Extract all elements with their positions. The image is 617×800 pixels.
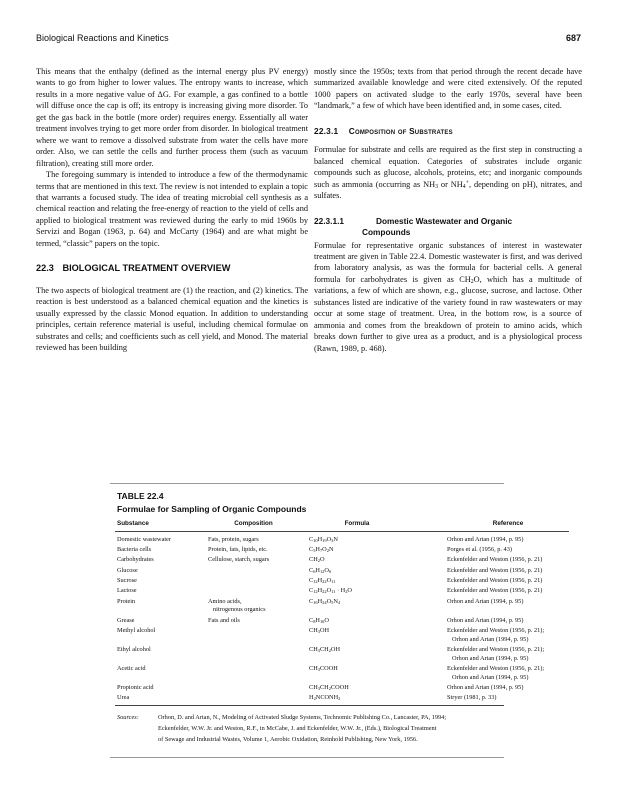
cell-substance: Ethyl alcohol (117, 646, 151, 654)
cell-composition: Fats, protein, sugars (208, 535, 259, 543)
table-row (115, 664, 569, 683)
cell-composition: Amino acids, nitrogenous organics (208, 597, 266, 614)
header-composition: Composition (208, 518, 309, 531)
cell-reference: Orhon and Artan (1994, p. 95) (447, 684, 524, 692)
cell-reference: Eckenfelder and Weston (1956, p. 21); Orhon and Artan (1994, p. 95) (447, 646, 545, 662)
table-row (115, 645, 569, 664)
right-paragraph-2-part-a: Formulae for substrate and cells are required as the first step in constructing a balanced chemical equation. Categories of substrates include organic compounds such as glucose, alcohols, proteins, etc; and inorganic compounds such as ammonia (occurring as NH (314, 145, 582, 189)
cell-substance: Protein (117, 597, 136, 605)
formulae-table (115, 518, 569, 704)
cell-formula: $CH_3CH_2OH$ (309, 646, 341, 654)
right-column (314, 66, 582, 354)
table-header-row (115, 518, 569, 531)
left-paragraph-1: This means that the enthalpy (defined as the internal energy plus PV energy) wants to go from higher to lower values. The entropy wants to increase, which results in a more negative value of ΔG. For example, a gas confined to a bottle will diffuse once the cap is off; its entropy is increasing giving more disorder. To get the gas back in the bottle (more order) requires energy. Essentially all water treatment involves trying to get more order from disorder. In biological treatment where we want to remove a dissolved substrate from water the cells have more order. Also, we can settle the cells and further process them (such as vacuum filtration), creating still more order. (36, 67, 308, 168)
sources-line-2: Eckenfelder, W.W. Jr. and Weston, R.F., in McCabe, J. and Eckenfelder, W.W. Jr., (Eds.), Biological Treatment (158, 724, 437, 732)
table-row (115, 597, 569, 616)
cell-reference: Eckenfelder and Weston (1956, p. 21); Orhon and Artan (1994, p. 95) (447, 665, 545, 681)
table-row (115, 616, 569, 626)
sources-label: Sources: (117, 714, 139, 721)
section-number: 22.3 (36, 263, 54, 274)
table-row (115, 566, 569, 576)
subsection-heading (314, 126, 582, 137)
running-head (36, 33, 581, 47)
cell-composition: Fats and oils (208, 616, 240, 624)
right-paragraph-3: Formulae for representative organic substances of interest in wastewater treatment are given in Table 22.4. Domestic wastewater is first, and was derived from laboratory analysis, as was the formula for bacterial cells. A general formula for carbohydrates is given as $CH_2O$, which has a multitude of variations, a few of which are shown, e.g., glucose, sucrose, and lactose. Other substances listed are indicative of the variety found in raw wastewaters or may occur at some stage of treatment. Urea, in the bottom row, is a source of ammonia and comes from the breakdown of protein to amino acids, which breaks down further to give urea as a product, and is a physiological process (Rawn, 1989, p. 468). (314, 240, 583, 353)
cell-formula: $C_{12}H_{22}O_{11}$ (309, 577, 336, 585)
cell-composition (208, 566, 309, 576)
cell-composition (208, 626, 309, 645)
subsection-number: 22.3.1 (314, 125, 339, 136)
section-heading (36, 263, 308, 274)
cell-reference: Orhon and Artan (1994, p. 95) (447, 616, 524, 624)
cell-formula: $C_8H_{16}O$ (309, 616, 329, 624)
table-row (115, 555, 569, 565)
table-label: TABLE 22.4 (117, 491, 164, 501)
cell-composition (208, 576, 309, 586)
cell-composition (208, 645, 309, 664)
cell-substance: Bacteria cells (117, 545, 152, 553)
header-formula: Formula (309, 518, 447, 531)
subsubsection-title-line2: Compounds (362, 226, 411, 237)
page-number: 687 (565, 33, 581, 43)
table-row (115, 694, 569, 704)
cell-reference: Eckenfelder and Weston (1956, p. 21); Orhon and Artan (1994, p. 95) (447, 627, 545, 643)
cell-formula: $CH_3CH_2COOH$ (309, 684, 349, 692)
subsubsection-number: 22.3.1.1 (314, 215, 344, 226)
cell-substance: Urea (117, 694, 130, 702)
table-row (115, 545, 569, 555)
cell-composition (208, 683, 309, 693)
right-paragraph-2-part-c: , depending on pH), nitrates, and sulfates. (314, 179, 582, 201)
cell-reference: Eckenfelder and Weston (1956, p. 21) (447, 577, 543, 585)
header-reference: Reference (447, 518, 569, 531)
subsubsection-heading (314, 216, 582, 238)
sources-line-3: of Sewage and Industrial Wastes, Volume 1, Aerobic Oxidation, Reinhold Publishing, New York, 1956. (158, 735, 418, 743)
cell-formula: $C_5H_7O_2N$ (309, 545, 334, 553)
subsubsection-title-line1: Domestic Wastewater and Organic (376, 215, 513, 226)
cell-formula: $H_2NCONH_2$ (309, 694, 341, 702)
running-title: Biological Reactions and Kinetics (36, 33, 169, 43)
left-paragraph-2: The foregoing summary is intended to introduce a few of the thermodynamic terms that are mentioned in this text. The review is not intended to explain a topic that warrants a focused study. The idea of treating microbial cell synthesis as a chemical reaction and relating the free-energy of reaction to the yield of cells and applied to biological treatment was reviewed during the early to mid 1960s by Servizi and Bogan (1963, p. 64) and McCarty (1964) and are what might be termed, “classic” papers on the topic. (36, 170, 308, 248)
right-paragraph-3-part-a: Formulae for representative organic substances of interest in wastewater treatment are given in Table 22.4. Domestic wastewater is first, and was derived from laboratory analysis, as was the formula for bacterial cells. A general formula for carbohydrates is given as CH (314, 240, 582, 284)
right-paragraph-2: Formulae for substrate and cells are required as the first step in constructing a balanced chemical equation. Categories of substrates include organic compounds such as glucose, alcohols, proteins, etc; and inorganic compounds such as ammonia (occurring as $NH_3$ or $NH_4^+$, depending on pH), nitrates, and sulfates. (314, 145, 582, 201)
sources-line-1: Orhon, D. and Artan, N., Modeling of Activated Sludge Systems, Technomic Publishing Co., Lancaster, PA, 1994; (158, 714, 447, 721)
left-paragraph-3: The two aspects of biological treatment are (1) the reaction, and (2) kinetics. The reaction is best understood as a balanced chemical equation and the kinetics is usually expressed by the classic Monod equation. In addition to understanding principles, certain reference material is useful, including chemical formulae on substrates and cells; and coefficients such as cell yield, and Monod. The material reviewed has been building (36, 285, 308, 352)
cell-substance: Sucrose (117, 577, 137, 585)
cell-substance: Carbohydrates (117, 556, 154, 564)
right-paragraph-1: mostly since the 1950s; texts from that period through the recent decade have summarized available knowledge and were cited extensively. Of the reputed 1000 papers on activated sludge to the early 1970s, several have been “landmark,” a few of which have been identified and, in some cases, cited. (314, 67, 582, 111)
table-row (115, 576, 569, 586)
table-row (115, 531, 569, 545)
subsection-title: Composition of Substrates (348, 125, 453, 136)
cell-substance: Domestic wastewater (117, 535, 172, 543)
cell-composition: Protein, fats, lipids, etc. (208, 545, 268, 553)
cell-formula: $CH_3COOH$ (309, 665, 338, 673)
left-column (36, 66, 308, 353)
table-top-rule (110, 483, 504, 484)
cell-reference: Porges et al. (1956, p. 43) (447, 545, 512, 553)
cell-composition (208, 694, 309, 704)
table-row (115, 587, 569, 597)
cell-substance: Acetic acid (117, 665, 146, 673)
section-title: BIOLOGICAL TREATMENT OVERVIEW (62, 263, 231, 274)
page-bottom-rule (110, 757, 504, 758)
cell-composition: Cellulose, starch, sugars (208, 556, 270, 564)
cell-formula: $CH_2O$ (309, 556, 325, 564)
header-substance: Substance (115, 518, 208, 531)
right-paragraph-2-part-b: or NH (438, 179, 463, 189)
right-paragraph-3-part-b: O, which has a multitude of variations, a few of which are shown, e.g., glucose, sucrose, and lactose. Other substances listed are indicative of the variety found in raw wastewaters or may occur at some stage of treatment. Urea, in the bottom row, is a source of ammonia and comes from the breakdown of protein to amino acids, which breaks down further to give urea as a product, and is a physiological process (Rawn, 1989, p. 468). (314, 274, 583, 353)
table-row (115, 626, 569, 645)
cell-substance: Methyl alcohol (117, 627, 156, 635)
table-title: Formulae for Sampling of Organic Compounds (117, 504, 307, 514)
cell-formula: $CH_3OH$ (309, 627, 330, 635)
cell-formula: $C_{16}H_{24}O_5N_4$ (309, 597, 341, 605)
cell-substance: Grease (117, 616, 135, 624)
cell-substance: Propionic acid (117, 684, 154, 692)
cell-reference: Eckenfelder and Weston (1956, p. 21) (447, 587, 543, 595)
cell-reference: Eckenfelder and Weston (1956, p. 21) (447, 566, 543, 574)
cell-substance: Glucose (117, 566, 138, 574)
cell-formula: $C_6H_{12}O_6$ (309, 566, 332, 574)
cell-formula: $C_{12}H_{22}O_{11} \cdot H_2O$ (309, 587, 352, 595)
table-body (115, 531, 569, 704)
cell-reference: Orhon and Artan (1994, p. 95) (447, 535, 524, 543)
sources-text (158, 713, 511, 745)
cell-composition (208, 664, 309, 683)
cell-reference: Eckenfelder and Weston (1956, p. 21) (447, 556, 543, 564)
cell-reference: Orhon and Artan (1994, p. 95) (447, 597, 524, 605)
table-bottom-rule (115, 705, 504, 706)
cell-reference: Stryer (1981, p. 33) (447, 694, 497, 702)
cell-formula: $C_{10}H_{19}O_3N$ (309, 535, 338, 543)
table-row (115, 683, 569, 693)
cell-composition (208, 587, 309, 597)
cell-substance: Lactose (117, 587, 137, 595)
